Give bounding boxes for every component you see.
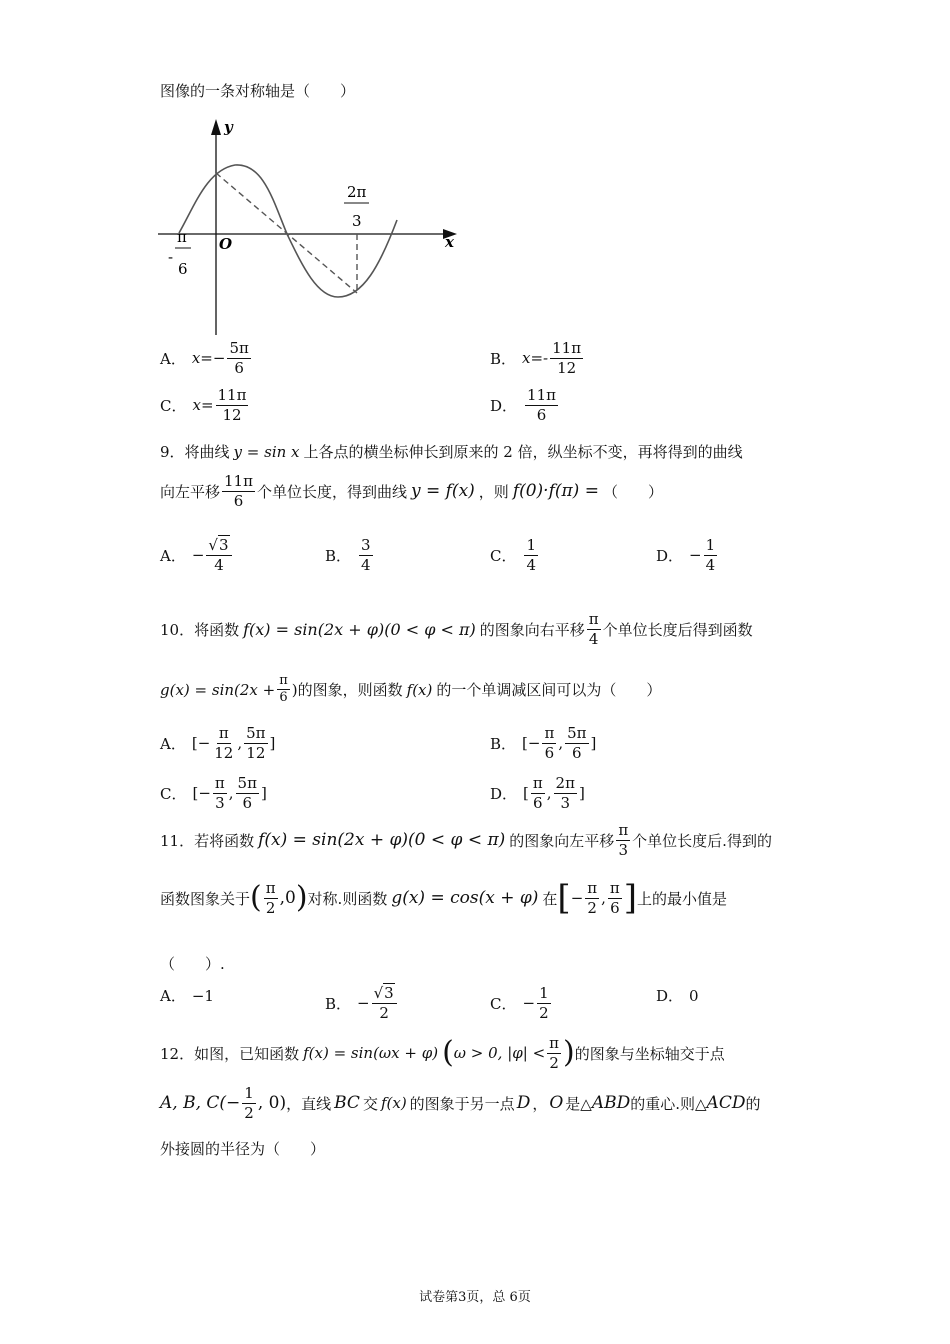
frac-den: 3	[618, 840, 629, 859]
option-frac	[531, 775, 545, 811]
frac-num: 1	[705, 536, 716, 554]
frac-den: 4	[705, 555, 716, 574]
shift-frac	[222, 473, 255, 509]
math-expr: , 0)	[257, 1093, 287, 1113]
text: （ ）.	[160, 955, 225, 973]
frac-den: 2	[379, 1003, 389, 1022]
frac-num: 1	[526, 536, 537, 554]
q8-option-b[interactable]	[490, 340, 585, 376]
page-footer: 试卷第3页，总 6页	[419, 1290, 531, 1305]
comma: ,	[237, 734, 243, 752]
text: 在	[542, 889, 558, 908]
q11-option-d[interactable]	[656, 985, 699, 1006]
math-expr: f(x) = sin(2x + φ)(0 < φ < π)	[243, 619, 476, 639]
option-frac	[550, 340, 583, 376]
text: 向左平移	[160, 482, 221, 501]
frac-num: 5π	[229, 339, 249, 357]
frac-den: 4	[214, 555, 224, 574]
paren-close: )	[563, 1035, 575, 1070]
paren-open: (	[442, 1035, 454, 1070]
bracket: [	[523, 784, 529, 802]
frac-num: 1	[539, 984, 549, 1002]
q9-line2	[160, 473, 663, 509]
math-expr: f(0)·f(π) =	[512, 481, 599, 501]
left-tick-num: π	[177, 228, 187, 246]
left-tick-den: 6	[178, 260, 188, 278]
frac-den: 12	[222, 405, 242, 424]
math-expr: )	[291, 680, 298, 699]
option-frac	[554, 775, 577, 811]
option-label: D．	[656, 987, 684, 1005]
frac-num: π	[277, 674, 290, 690]
option-var: x=-	[522, 349, 549, 367]
text: ，则	[478, 482, 509, 501]
q11-option-b[interactable]	[325, 985, 399, 1021]
text: 的图象向右平移	[479, 620, 585, 639]
math-expr: f(x)	[406, 680, 433, 699]
frac-den: 12	[246, 743, 266, 762]
math-expr: ω > 0, |φ| <	[453, 1044, 546, 1062]
frac-num: 2π	[555, 774, 575, 792]
frac-den: 6	[533, 793, 543, 812]
math-expr: ACD	[706, 1093, 746, 1113]
text: 9．将曲线	[160, 443, 230, 461]
frac-den: 12	[557, 358, 577, 377]
text: 12．如图，已知函数	[160, 1044, 300, 1063]
math-expr: O	[549, 1093, 564, 1113]
y-label: y	[224, 118, 233, 136]
q8-stem	[160, 80, 355, 101]
option-label: B．	[490, 349, 517, 368]
bracket: ]	[590, 734, 597, 752]
x-label: x	[445, 233, 454, 251]
option-frac	[704, 537, 718, 573]
text: ，	[532, 1094, 548, 1113]
frac-num: 11π	[217, 386, 247, 404]
q11-line2	[160, 880, 727, 916]
frac-num: π	[609, 879, 620, 897]
option-sign: −	[212, 349, 226, 367]
text: 上各点的横坐标伸长到原来的 2 倍，纵坐标不变，再将得到的曲线	[303, 443, 743, 461]
q11-option-c[interactable]	[490, 985, 553, 1021]
option-frac	[206, 537, 231, 573]
frac-den: 6	[279, 690, 288, 706]
option-var: x=	[192, 396, 214, 414]
text: 的重心.则△	[630, 1094, 707, 1113]
text: ，直线	[286, 1094, 332, 1113]
frac-den: 6	[233, 491, 244, 510]
text: 11．若将函数	[160, 831, 255, 850]
option-frac	[524, 537, 538, 573]
frac-den: 2	[539, 1003, 549, 1022]
option-label: D．	[656, 546, 684, 565]
bracket-close: ]	[623, 878, 638, 918]
paren-close: )	[295, 880, 308, 915]
frac-num: √3	[206, 537, 231, 556]
q9-line1	[160, 441, 743, 462]
frac-num: 5π	[567, 724, 587, 742]
q9-option-d[interactable]	[656, 537, 719, 573]
frac-den: 2	[587, 898, 597, 917]
option-label: A．	[160, 987, 186, 1005]
option-frac	[542, 725, 556, 761]
math-expr: ABD	[591, 1093, 631, 1113]
text: 10．将函数	[160, 620, 240, 639]
g-frac	[277, 674, 290, 706]
frac-num: 5π	[237, 774, 257, 792]
frac-num: 3	[361, 536, 371, 554]
frac-num: 5π	[246, 724, 266, 742]
option-label: C．	[160, 396, 187, 415]
frac-num: π	[587, 879, 598, 897]
option-label: B．	[490, 734, 517, 753]
option-frac	[236, 775, 259, 811]
q11-line1	[160, 822, 772, 858]
q9-option-b[interactable]	[325, 537, 375, 573]
y-axis-arrow-icon	[211, 119, 221, 135]
frac-den: 4	[588, 629, 599, 648]
q11-line3	[160, 953, 225, 974]
bracket: ]	[269, 734, 276, 752]
dashed-chord	[216, 173, 357, 293]
math-expr: g(x) = cos(x + φ)	[391, 888, 539, 908]
shift-frac	[587, 611, 601, 647]
c-frac	[242, 1085, 256, 1121]
frac-den: 3	[215, 793, 225, 812]
option-frac	[216, 387, 249, 423]
option-value: 0	[689, 986, 699, 1005]
text: 的一个单调减区间可以为（ ）	[436, 681, 662, 700]
option-label: C．	[490, 994, 517, 1013]
math-expr: f(x) = sin(ωx + φ)	[303, 1044, 439, 1062]
option-sign: −	[689, 546, 702, 564]
option-label: A．	[160, 546, 186, 565]
frac-num: π	[214, 774, 225, 792]
frac-den: 4	[361, 555, 371, 574]
option-frac	[213, 775, 227, 811]
text: 的图象与坐标轴交于点	[574, 1044, 725, 1063]
frac-num: 11π	[224, 472, 253, 490]
sign: −	[570, 889, 584, 907]
option-label: A．	[160, 734, 186, 753]
frac-den: 2	[549, 1053, 559, 1072]
q8-option-a[interactable]	[160, 340, 253, 376]
text: 的图象向左平移	[509, 831, 615, 850]
point-tail: ,0	[279, 888, 296, 908]
text: 上的最小值是	[637, 889, 728, 908]
option-frac	[372, 985, 397, 1021]
frac-num: 11π	[552, 339, 582, 357]
frac-den: 6	[610, 898, 620, 917]
option-sign: −	[522, 994, 536, 1012]
option-label: A．	[160, 349, 186, 368]
frac-num: π	[618, 821, 629, 839]
q12-line1	[160, 1035, 725, 1071]
interval-frac	[585, 880, 599, 916]
math-expr: y = sin x	[233, 442, 300, 461]
q12-line3	[160, 1138, 325, 1159]
math-expr: BC	[334, 1093, 360, 1113]
q10-line1	[160, 611, 753, 647]
q9-option-c[interactable]	[490, 537, 540, 573]
math-expr: f(x)	[380, 1094, 407, 1112]
text: 个单位长度后.得到的	[632, 831, 772, 850]
text: 个单位长度后得到函数	[602, 620, 753, 639]
text: 的图象于另一点	[409, 1094, 515, 1113]
q10-option-d[interactable]	[490, 775, 585, 811]
frac-num: π	[588, 610, 599, 628]
interval-frac	[608, 880, 622, 916]
option-label: C．	[160, 784, 187, 803]
text: 个单位长度，得到曲线	[256, 482, 407, 501]
q11-option-a[interactable]	[160, 985, 214, 1006]
bracket: ]	[260, 784, 267, 802]
frac-den: 6	[242, 793, 253, 812]
comma: ,	[558, 734, 564, 752]
right-tick-den: 3	[352, 212, 362, 230]
frac-den: 3	[560, 793, 570, 812]
origin-label: O	[219, 235, 233, 253]
text: 函数图象关于	[160, 889, 251, 908]
comma: ,	[601, 889, 606, 907]
comma: ,	[228, 784, 234, 802]
text: 外接圆的半径为（ ）	[160, 1140, 326, 1158]
frac-num: π	[549, 1034, 560, 1052]
option-frac	[244, 725, 267, 761]
bracket: [−	[192, 784, 211, 802]
option-var: x=	[191, 349, 213, 367]
option-label: C．	[490, 546, 517, 565]
option-label: B．	[325, 994, 352, 1013]
option-frac	[537, 985, 551, 1021]
cond-frac	[547, 1035, 561, 1071]
q12-line2	[160, 1085, 760, 1121]
option-label: D．	[490, 396, 518, 415]
frac-num: π	[265, 879, 276, 897]
option-frac	[359, 537, 373, 573]
frac-num: π	[532, 774, 543, 792]
option-value: −1	[191, 986, 214, 1005]
text: 的图象，则函数	[297, 681, 403, 700]
text: （ ）	[602, 482, 663, 501]
math-expr: g(x) = sin(2x +	[160, 680, 276, 699]
math-expr: f(x) = sin(2x + φ)(0 < φ < π)	[258, 830, 506, 850]
q10-option-b[interactable]	[490, 725, 596, 761]
paren-open: (	[250, 880, 262, 915]
option-label: D．	[490, 784, 518, 803]
q8-option-c[interactable]	[160, 387, 250, 423]
sqrt-radicand: 3	[218, 536, 229, 554]
bracket: [−	[191, 734, 211, 752]
text: 的	[745, 1094, 761, 1113]
math-expr: y = f(x)	[410, 481, 475, 501]
frac-den: 6	[572, 743, 582, 762]
q8-option-d[interactable]	[490, 387, 560, 423]
bracket: ]	[578, 784, 585, 802]
frac-den: 6	[536, 405, 547, 424]
frac-den: 2	[265, 898, 276, 917]
frac-num: √3	[372, 985, 397, 1004]
text: 是△	[565, 1094, 592, 1113]
frac-num: π	[544, 724, 555, 742]
frac-den: 6	[234, 358, 244, 377]
comma: ,	[546, 784, 552, 802]
frac-den: 6	[544, 743, 555, 762]
point-frac	[264, 880, 278, 916]
math-expr: D	[516, 1093, 531, 1113]
frac-num: 11π	[527, 386, 556, 404]
option-sign: −	[357, 994, 370, 1012]
bracket-open: [	[557, 878, 571, 918]
frac-den: 2	[244, 1103, 254, 1122]
sqrt-radicand: 3	[384, 984, 394, 1002]
q8-stem-text: 图像的一条对称轴是（ ）	[160, 82, 356, 100]
option-frac	[565, 725, 588, 761]
q9-option-a[interactable]	[160, 537, 234, 573]
frac-den: 12	[214, 743, 234, 762]
frac-num: 1	[244, 1084, 254, 1102]
bracket: [−	[522, 734, 541, 752]
q10-option-a[interactable]	[160, 725, 275, 761]
frac-den: 4	[526, 555, 537, 574]
q10-option-c[interactable]	[160, 775, 267, 811]
text: 交	[362, 1094, 378, 1113]
option-frac	[227, 340, 250, 376]
frac-num: π	[218, 724, 229, 742]
option-frac	[212, 725, 235, 761]
left-tick-minus: -	[168, 248, 174, 266]
option-frac	[525, 387, 558, 423]
shift-frac	[616, 822, 630, 858]
math-expr: A, B, C(−	[160, 1093, 241, 1113]
option-sign: −	[191, 546, 205, 564]
option-label: B．	[325, 546, 352, 565]
q8-graph	[155, 115, 465, 340]
q10-line2	[160, 674, 661, 706]
right-tick-num: 2π	[347, 183, 367, 201]
text: 对称.则函数	[307, 889, 388, 908]
